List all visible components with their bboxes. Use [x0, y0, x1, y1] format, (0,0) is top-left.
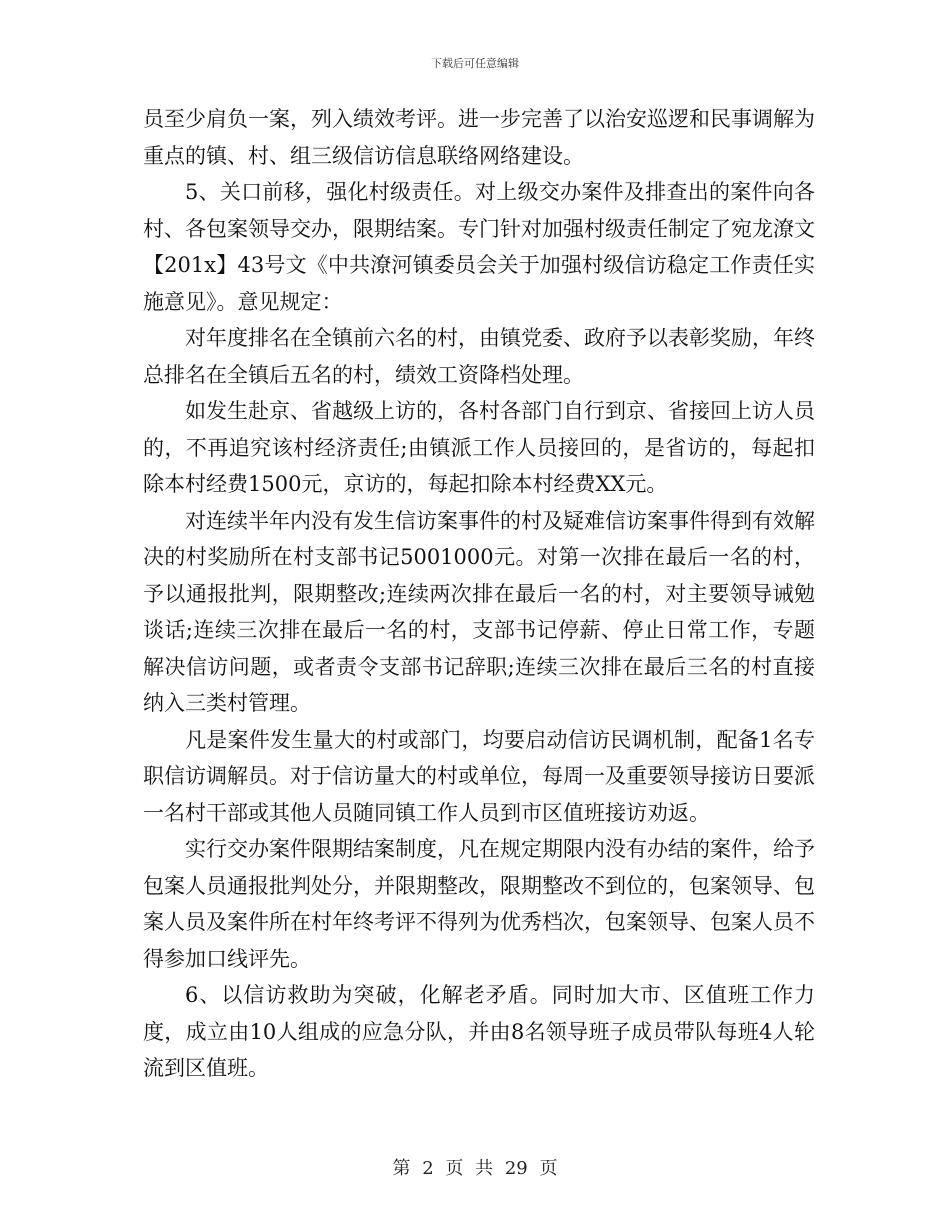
paragraph-mediation-mechanism: 凡是案件发生量大的村或部门，均要启动信访民调机制，配备1名专职信访调解员。对于信访量大的村或单位，每周一及重要领导接访日要派一名村干部或其他人员随同镇工作人员到市区值班接访劝返。: [143, 727, 815, 825]
paragraph-reward-criticism: 对连续半年内没有发生信访案事件的村及疑难信访案事件得到有效解决的村奖励所在村支部书记5001000元。对第一次排在最后一名的村，予以通报批判，限期整改;连续两次排在最后一名的村，对主要领导诫勉谈话;连续三次排在最后一名的村，支部书记停薪、停止日常工作，专题解决信访问题，或者责令支部书记辞职;连续三次排在最后三名的村直接纳入三类村管理。: [143, 508, 815, 715]
document-body: [143, 101, 815, 1087]
paragraph-petition-penalty: 如发生赴京、省越级上访的，各村各部门自行到京、省接回上访人员的，不再追究该村经济责任;由镇派工作人员接回的，是省访的，每起扣除本村经费1500元，京访的，每起扣除本村经费XX元。: [143, 399, 815, 496]
paragraph-ranking-reward: 对年度排名在全镇前六名的村，由镇党委、政府予以表彰奖励，年终总排名在全镇后五名的村，绩效工资降档处理。: [143, 326, 815, 387]
page-header: 下载后可任意编辑: [431, 57, 519, 70]
paragraph-section-5: 5、关口前移，强化村级责任。对上级交办案件及排查出的案件向各村、各包案领导交办，限期结案。专门针对加强村级责任制定了宛龙潦文【201x】43号文《中共潦河镇委员会关于加强村级信访稳定工作责任实施意见》。意见规定：: [143, 180, 815, 314]
paragraph-deadline-system: 实行交办案件限期结案制度，凡在规定期限内没有办结的案件，给予包案人员通报批判处分，并限期整改，限期整改不到位的，包案领导、包案人员及案件所在村年终考评不得列为优秀档次，包案领导、包案人员不得参加口线评先。: [143, 837, 815, 971]
page-number-footer: 第 2 页 共 29 页: [392, 1158, 558, 1179]
paragraph-continuation: 员至少肩负一案，列入绩效考评。进一步完善了以治安巡逻和民事调解为重点的镇、村、组三级信访信息联络网络建设。: [143, 107, 815, 168]
paragraph-section-6: 6、以信访救助为突破，化解老矛盾。同时加大市、区值班工作力度，成立由10人组成的应急分队，并由8名领导班子成员带队每班4人轮流到区值班。: [143, 983, 815, 1080]
